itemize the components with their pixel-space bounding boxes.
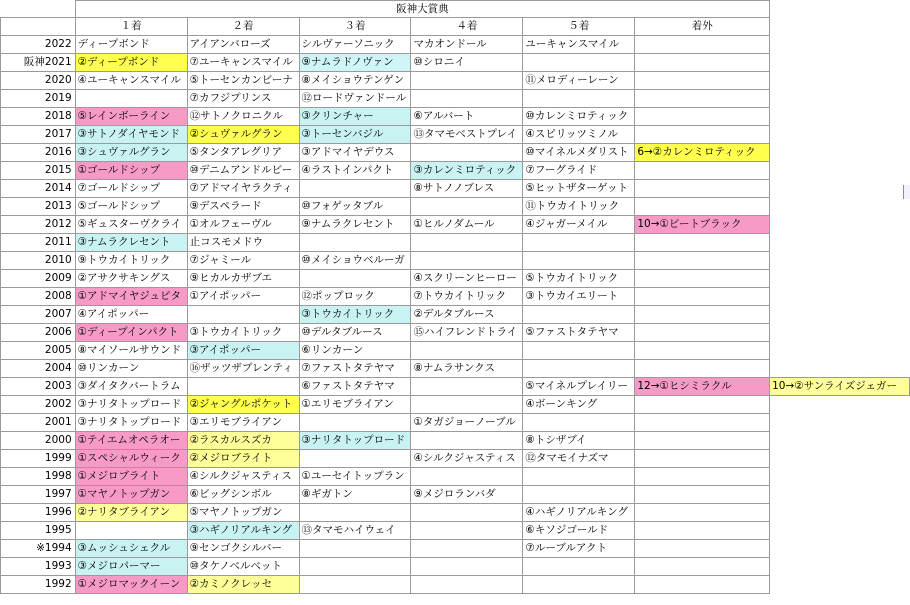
- table-row: [1, 360, 910, 378]
- result-cell[interactable]: ⑥キソジゴールド: [523, 522, 635, 540]
- scrollbar-mark[interactable]: [903, 185, 910, 199]
- result-cell[interactable]: [411, 342, 523, 360]
- result-cell[interactable]: [523, 486, 635, 504]
- result-cell[interactable]: [299, 558, 411, 576]
- result-cell[interactable]: ⑧メイショウテンゲン: [299, 72, 411, 90]
- result-cell[interactable]: [635, 450, 770, 468]
- result-cell[interactable]: [770, 288, 910, 306]
- result-cell[interactable]: マカオンドール: [411, 36, 523, 54]
- result-cell[interactable]: [770, 54, 910, 72]
- table-row: [1, 432, 910, 450]
- table-row: [1, 234, 910, 252]
- year-cell[interactable]: 1999: [1, 450, 76, 468]
- table-row: [1, 144, 910, 162]
- result-cell[interactable]: ⑩シロニイ: [411, 54, 523, 72]
- result-cell[interactable]: [635, 504, 770, 522]
- result-cell[interactable]: ⑨ヒカルカザブエ: [187, 270, 299, 288]
- result-cell[interactable]: ③ナムラクレセント: [75, 234, 187, 252]
- result-cell[interactable]: [523, 360, 635, 378]
- result-cell[interactable]: ⑦トウカイトリック: [411, 288, 523, 306]
- result-cell[interactable]: ④シルクジャスティス: [187, 468, 299, 486]
- table-row: [1, 306, 910, 324]
- result-cell[interactable]: [523, 342, 635, 360]
- result-cell[interactable]: [523, 234, 635, 252]
- result-cell[interactable]: ⑪メロディーレーン: [523, 72, 635, 90]
- result-cell[interactable]: ⑧マイソールサウンド: [75, 342, 187, 360]
- result-cell[interactable]: ⑤トウカイトリック: [523, 270, 635, 288]
- result-cell[interactable]: [411, 576, 523, 594]
- result-cell[interactable]: [770, 414, 910, 432]
- result-cell[interactable]: [523, 252, 635, 270]
- result-cell[interactable]: [635, 54, 770, 72]
- result-cell[interactable]: [635, 72, 770, 90]
- result-cell[interactable]: ⑦ファストタテヤマ: [299, 360, 411, 378]
- result-cell[interactable]: [635, 306, 770, 324]
- year-cell[interactable]: 2015: [1, 162, 76, 180]
- result-cell[interactable]: [411, 198, 523, 216]
- result-cell[interactable]: [770, 234, 910, 252]
- result-cell[interactable]: [635, 198, 770, 216]
- result-cell[interactable]: ④ボーンキング: [523, 396, 635, 414]
- column-header[interactable]: [770, 18, 910, 36]
- year-cell[interactable]: 1992: [1, 576, 76, 594]
- result-cell[interactable]: ⑫ポップロック: [299, 288, 411, 306]
- result-cell[interactable]: ①エリモブライアン: [299, 396, 411, 414]
- result-cell[interactable]: ⑥リンカーン: [299, 342, 411, 360]
- column-header[interactable]: ５着: [523, 18, 635, 36]
- result-cell[interactable]: [770, 342, 910, 360]
- result-cell[interactable]: ⑤マイネルプレイリー: [523, 378, 635, 396]
- result-cell[interactable]: ⑦カフジプリンス: [187, 90, 299, 108]
- result-cell[interactable]: ②ディープボンド: [75, 54, 187, 72]
- table-row: [1, 198, 910, 216]
- year-cell[interactable]: 2018: [1, 108, 76, 126]
- result-cell[interactable]: ④アイポッパー: [75, 306, 187, 324]
- result-cell[interactable]: [770, 252, 910, 270]
- table-row: [1, 216, 910, 234]
- result-cell[interactable]: [299, 234, 411, 252]
- result-cell[interactable]: [770, 126, 910, 144]
- result-cell[interactable]: ③シュヴァルグラン: [75, 144, 187, 162]
- result-cell[interactable]: ⑤ヒットザターゲット: [523, 180, 635, 198]
- year-cell[interactable]: 1997: [1, 486, 76, 504]
- result-cell[interactable]: [635, 414, 770, 432]
- result-cell[interactable]: [770, 558, 910, 576]
- result-cell[interactable]: 10→②サンライズジェガー: [770, 378, 910, 396]
- result-cell[interactable]: [770, 468, 910, 486]
- result-cell[interactable]: ⑩リンカーン: [75, 360, 187, 378]
- result-cell[interactable]: ③ナリタトップロード: [75, 396, 187, 414]
- result-cell[interactable]: ①メジロマックイーン: [75, 576, 187, 594]
- table-row: [1, 324, 910, 342]
- result-cell[interactable]: ③トウカイトリック: [299, 306, 411, 324]
- result-cell[interactable]: [770, 72, 910, 90]
- result-cell[interactable]: ①アドマイヤジュピタ: [75, 288, 187, 306]
- table-row: [1, 36, 910, 54]
- year-cell[interactable]: 2000: [1, 432, 76, 450]
- year-cell[interactable]: 2022: [1, 36, 76, 54]
- result-cell[interactable]: ⑥ファストタテヤマ: [299, 378, 411, 396]
- result-cell[interactable]: ⑩メイショウベルーガ: [299, 252, 411, 270]
- result-cell[interactable]: [299, 576, 411, 594]
- column-header[interactable]: 着外: [635, 18, 770, 36]
- result-cell[interactable]: [635, 90, 770, 108]
- table-row: [1, 450, 910, 468]
- column-header[interactable]: ２着: [187, 18, 299, 36]
- result-cell[interactable]: [635, 324, 770, 342]
- result-cell[interactable]: ⑩タケノベルベット: [187, 558, 299, 576]
- year-cell[interactable]: 2006: [1, 324, 76, 342]
- result-cell[interactable]: [635, 468, 770, 486]
- result-cell[interactable]: [75, 90, 187, 108]
- result-cell[interactable]: ②デルタブルース: [411, 306, 523, 324]
- result-cell[interactable]: ③アイポッパー: [187, 342, 299, 360]
- result-cell[interactable]: ⑦ルーブルアクト: [523, 540, 635, 558]
- result-cell[interactable]: [523, 468, 635, 486]
- result-cell[interactable]: ユーキャンスマイル: [523, 36, 635, 54]
- result-cell[interactable]: ⑨トウカイトリック: [75, 252, 187, 270]
- result-cell[interactable]: [523, 414, 635, 432]
- result-cell[interactable]: [411, 144, 523, 162]
- result-cell[interactable]: ④スピリッツミノル: [523, 126, 635, 144]
- result-cell[interactable]: [411, 504, 523, 522]
- result-cell[interactable]: [635, 252, 770, 270]
- result-cell[interactable]: [635, 558, 770, 576]
- result-cell[interactable]: ⑩マイネルメダリスト: [523, 144, 635, 162]
- result-cell[interactable]: [770, 144, 910, 162]
- result-cell[interactable]: ⑨ナムラドノヴァン: [299, 54, 411, 72]
- result-cell[interactable]: ③ナリタトップロード: [75, 414, 187, 432]
- result-cell[interactable]: ⑨ナムラクレセント: [299, 216, 411, 234]
- result-cell[interactable]: [635, 126, 770, 144]
- result-cell[interactable]: [411, 72, 523, 90]
- result-cell[interactable]: [635, 486, 770, 504]
- table-row: [1, 108, 910, 126]
- year-cell[interactable]: 2004: [1, 360, 76, 378]
- result-cell[interactable]: ③エリモブライアン: [187, 414, 299, 432]
- result-cell[interactable]: [187, 306, 299, 324]
- table-row: [1, 288, 910, 306]
- result-cell[interactable]: [299, 540, 411, 558]
- result-cell[interactable]: [635, 270, 770, 288]
- year-cell[interactable]: 2009: [1, 270, 76, 288]
- result-cell[interactable]: ①オルフェーヴル: [187, 216, 299, 234]
- result-cell[interactable]: ⑤マヤノトップガン: [187, 504, 299, 522]
- result-cell[interactable]: [770, 450, 910, 468]
- year-cell[interactable]: 2010: [1, 252, 76, 270]
- result-cell[interactable]: [770, 522, 910, 540]
- result-cell[interactable]: [635, 396, 770, 414]
- year-cell[interactable]: ※1994: [1, 540, 76, 558]
- year-cell[interactable]: 2007: [1, 306, 76, 324]
- result-cell[interactable]: ③クリンチャー: [299, 108, 411, 126]
- result-cell[interactable]: ⑤ギュスターヴクライ: [75, 216, 187, 234]
- result-cell[interactable]: ⑮ハイフレンドトライ: [411, 324, 523, 342]
- result-cell[interactable]: [299, 414, 411, 432]
- result-cell[interactable]: ②シュヴァルグラン: [187, 126, 299, 144]
- result-cell[interactable]: [411, 378, 523, 396]
- result-cell[interactable]: [523, 90, 635, 108]
- result-cell[interactable]: [635, 522, 770, 540]
- table-row: [1, 468, 910, 486]
- result-cell[interactable]: ⑤レインボーライン: [75, 108, 187, 126]
- result-cell[interactable]: ディープボンド: [75, 36, 187, 54]
- result-cell[interactable]: アイアンバローズ: [187, 36, 299, 54]
- table-row: [1, 126, 910, 144]
- result-cell[interactable]: [770, 360, 910, 378]
- result-cell[interactable]: ⑦ユーキャンスマイル: [187, 54, 299, 72]
- result-cell[interactable]: [411, 540, 523, 558]
- year-cell[interactable]: 2014: [1, 180, 76, 198]
- result-cell[interactable]: ①ヒルノダムール: [411, 216, 523, 234]
- table-row: [1, 396, 910, 414]
- result-cell[interactable]: [770, 540, 910, 558]
- result-cell[interactable]: ④ユーキャンスマイル: [75, 72, 187, 90]
- table-row: [1, 72, 910, 90]
- result-cell[interactable]: ④ジャガーメイル: [523, 216, 635, 234]
- result-cell[interactable]: ⑬タマモハイウェイ: [299, 522, 411, 540]
- result-cell[interactable]: 12→①ヒシミラクル: [635, 378, 770, 396]
- result-cell[interactable]: ①テイエムオペラオー: [75, 432, 187, 450]
- table-row: [1, 180, 910, 198]
- column-header[interactable]: ４着: [411, 18, 523, 36]
- result-cell[interactable]: 6→②カレンミロティック: [635, 144, 770, 162]
- result-cell[interactable]: ⑤ファストタテヤマ: [523, 324, 635, 342]
- result-cell[interactable]: ⑦フーグライド: [523, 162, 635, 180]
- result-cell[interactable]: [523, 306, 635, 324]
- result-cell[interactable]: [299, 504, 411, 522]
- result-cell[interactable]: ⑨センゴクシルバー: [187, 540, 299, 558]
- result-cell[interactable]: [75, 522, 187, 540]
- table-row: [1, 252, 910, 270]
- result-cell[interactable]: ⑧サトノノブレス: [411, 180, 523, 198]
- result-cell[interactable]: [770, 180, 910, 198]
- year-cell[interactable]: 2013: [1, 198, 76, 216]
- result-cell[interactable]: ③ダイタクバートラム: [75, 378, 187, 396]
- table-row: [1, 576, 910, 594]
- result-cell[interactable]: [770, 108, 910, 126]
- result-cell[interactable]: [770, 216, 910, 234]
- result-cell[interactable]: [523, 576, 635, 594]
- result-cell[interactable]: ⑧ギガトン: [299, 486, 411, 504]
- result-cell[interactable]: [770, 504, 910, 522]
- result-cell[interactable]: [635, 36, 770, 54]
- year-cell[interactable]: 1996: [1, 504, 76, 522]
- result-cell[interactable]: [770, 432, 910, 450]
- year-cell[interactable]: 2017: [1, 126, 76, 144]
- result-cell[interactable]: ③カレンミロティック: [411, 162, 523, 180]
- table-row: [1, 486, 910, 504]
- result-cell[interactable]: シルヴァーソニック: [299, 36, 411, 54]
- result-cell[interactable]: [770, 396, 910, 414]
- result-cell[interactable]: [770, 270, 910, 288]
- result-cell[interactable]: ⑤タンタアレグリア: [187, 144, 299, 162]
- result-cell[interactable]: [770, 306, 910, 324]
- result-cell[interactable]: [635, 162, 770, 180]
- result-cell[interactable]: ①ユーセイトップラン: [299, 468, 411, 486]
- result-cell[interactable]: [411, 252, 523, 270]
- year-cell[interactable]: 2019: [1, 90, 76, 108]
- result-cell[interactable]: ⑧ナムラサンクス: [411, 360, 523, 378]
- result-cell[interactable]: [411, 558, 523, 576]
- year-cell[interactable]: 2016: [1, 144, 76, 162]
- result-cell[interactable]: ①アイポッパー: [187, 288, 299, 306]
- result-cell[interactable]: ①ディープインパクト: [75, 324, 187, 342]
- result-cell[interactable]: ⑫ロードヴァンドール: [299, 90, 411, 108]
- result-cell[interactable]: ⑤トーセンカンビーナ: [187, 72, 299, 90]
- year-cell[interactable]: 2001: [1, 414, 76, 432]
- table-row: [1, 54, 910, 72]
- result-cell[interactable]: [635, 540, 770, 558]
- result-cell[interactable]: ③トーセンバジル: [299, 126, 411, 144]
- year-cell[interactable]: 1998: [1, 468, 76, 486]
- result-cell[interactable]: ⑧トシザブイ: [523, 432, 635, 450]
- result-cell[interactable]: ⑥アルバート: [411, 108, 523, 126]
- result-cell[interactable]: [411, 432, 523, 450]
- result-cell[interactable]: 止コスモメドウ: [187, 234, 299, 252]
- year-cell[interactable]: 阪神2021: [1, 54, 76, 72]
- year-cell[interactable]: 2005: [1, 342, 76, 360]
- year-cell[interactable]: 2011: [1, 234, 76, 252]
- result-cell[interactable]: [411, 522, 523, 540]
- table-row: [1, 270, 910, 288]
- table-row: [1, 414, 910, 432]
- result-cell[interactable]: ②アサクサキングス: [75, 270, 187, 288]
- result-cell[interactable]: [523, 54, 635, 72]
- result-cell[interactable]: ④ハギノリアルキング: [523, 504, 635, 522]
- year-cell[interactable]: 2020: [1, 72, 76, 90]
- result-cell[interactable]: [770, 36, 910, 54]
- result-cell[interactable]: [187, 378, 299, 396]
- result-cell[interactable]: [635, 360, 770, 378]
- result-cell[interactable]: ③ナリタトップロード: [299, 432, 411, 450]
- result-cell[interactable]: ④ラストインパクト: [299, 162, 411, 180]
- blank-cell[interactable]: [770, 1, 910, 18]
- table-row: [1, 90, 910, 108]
- result-cell[interactable]: ③アドマイヤデウス: [299, 144, 411, 162]
- table-row: [1, 162, 910, 180]
- result-cell[interactable]: [770, 486, 910, 504]
- result-cell[interactable]: ⑫サトノクロニクル: [187, 108, 299, 126]
- result-cell[interactable]: ⑦ゴールドシップ: [75, 180, 187, 198]
- result-cell[interactable]: [770, 90, 910, 108]
- result-cell[interactable]: 10→①ビートブラック: [635, 216, 770, 234]
- result-cell[interactable]: [523, 558, 635, 576]
- result-cell[interactable]: [635, 288, 770, 306]
- result-cell[interactable]: ③ムッシュシェクル: [75, 540, 187, 558]
- result-cell[interactable]: [770, 198, 910, 216]
- result-cell[interactable]: ⑨メジロランバダ: [411, 486, 523, 504]
- result-cell[interactable]: ②ナリタブライアン: [75, 504, 187, 522]
- result-cell[interactable]: ①マヤノトップガン: [75, 486, 187, 504]
- result-cell[interactable]: ③ハギノリアルキング: [187, 522, 299, 540]
- year-cell[interactable]: 1995: [1, 522, 76, 540]
- result-cell[interactable]: [635, 432, 770, 450]
- year-cell[interactable]: 2012: [1, 216, 76, 234]
- table-row: [1, 558, 910, 576]
- year-cell[interactable]: 2003: [1, 378, 76, 396]
- result-cell[interactable]: ⑩デニムアンドルビー: [187, 162, 299, 180]
- result-cell[interactable]: [635, 108, 770, 126]
- result-cell[interactable]: [635, 576, 770, 594]
- result-cell[interactable]: ⑬タマモベストプレイ: [411, 126, 523, 144]
- table-row: [1, 504, 910, 522]
- result-cell[interactable]: ①ゴールドシップ: [75, 162, 187, 180]
- result-cell[interactable]: [411, 396, 523, 414]
- result-cell[interactable]: ⑦ジャミール: [187, 252, 299, 270]
- table-row: [1, 342, 910, 360]
- result-cell[interactable]: ⑫タマモイナズマ: [523, 450, 635, 468]
- result-cell[interactable]: [299, 270, 411, 288]
- result-cell[interactable]: [635, 180, 770, 198]
- result-cell[interactable]: [635, 234, 770, 252]
- table-row: [1, 540, 910, 558]
- result-cell[interactable]: ⑩フォゲッタブル: [299, 198, 411, 216]
- result-cell[interactable]: [299, 180, 411, 198]
- column-header[interactable]: [1, 18, 76, 36]
- result-cell[interactable]: ⑦アドマイヤラクティ: [187, 180, 299, 198]
- result-cell[interactable]: [770, 162, 910, 180]
- result-cell[interactable]: [770, 324, 910, 342]
- corner-cell[interactable]: [1, 1, 76, 18]
- result-cell[interactable]: ⑩デルタブルース: [299, 324, 411, 342]
- result-cell[interactable]: ⑨デスペラード: [187, 198, 299, 216]
- result-cell[interactable]: ⑤ゴールドシップ: [75, 198, 187, 216]
- result-cell[interactable]: ②メジロブライト: [187, 450, 299, 468]
- result-cell[interactable]: ①タガジョーノーブル: [411, 414, 523, 432]
- result-cell[interactable]: ②ラスカルスズカ: [187, 432, 299, 450]
- table-row: [1, 378, 910, 396]
- result-cell[interactable]: ⑯ザッツザプレンティ: [187, 360, 299, 378]
- result-cell[interactable]: [299, 450, 411, 468]
- result-cell[interactable]: ③サトノダイヤモンド: [75, 126, 187, 144]
- column-header[interactable]: １着: [75, 18, 187, 36]
- header-row: [1, 18, 910, 36]
- result-cell[interactable]: ②ジャングルポケット: [187, 396, 299, 414]
- year-cell[interactable]: 2008: [1, 288, 76, 306]
- result-cell[interactable]: [770, 576, 910, 594]
- result-cell[interactable]: ③メジロパーマー: [75, 558, 187, 576]
- result-cell[interactable]: [635, 342, 770, 360]
- result-cell[interactable]: ④シルクジャスティス: [411, 450, 523, 468]
- table-row: [1, 522, 910, 540]
- result-cell[interactable]: ⑩カレンミロティック: [523, 108, 635, 126]
- sheet-title[interactable]: 阪神大賞典: [75, 1, 769, 18]
- column-header[interactable]: ３着: [299, 18, 411, 36]
- result-cell[interactable]: ①スペシャルウィーク: [75, 450, 187, 468]
- result-cell[interactable]: [411, 90, 523, 108]
- result-cell[interactable]: [411, 234, 523, 252]
- result-cell[interactable]: ③トウカイエリート: [523, 288, 635, 306]
- result-cell[interactable]: ④スクリーンヒーロー: [411, 270, 523, 288]
- year-cell[interactable]: 1993: [1, 558, 76, 576]
- result-cell[interactable]: ②カミノクレッセ: [187, 576, 299, 594]
- result-cell[interactable]: [411, 468, 523, 486]
- result-cell[interactable]: ⑥ビッグシンボル: [187, 486, 299, 504]
- year-cell[interactable]: 2002: [1, 396, 76, 414]
- result-cell[interactable]: ⑪トウカイトリック: [523, 198, 635, 216]
- result-cell[interactable]: ③トウカイトリック: [187, 324, 299, 342]
- result-cell[interactable]: ①メジロブライト: [75, 468, 187, 486]
